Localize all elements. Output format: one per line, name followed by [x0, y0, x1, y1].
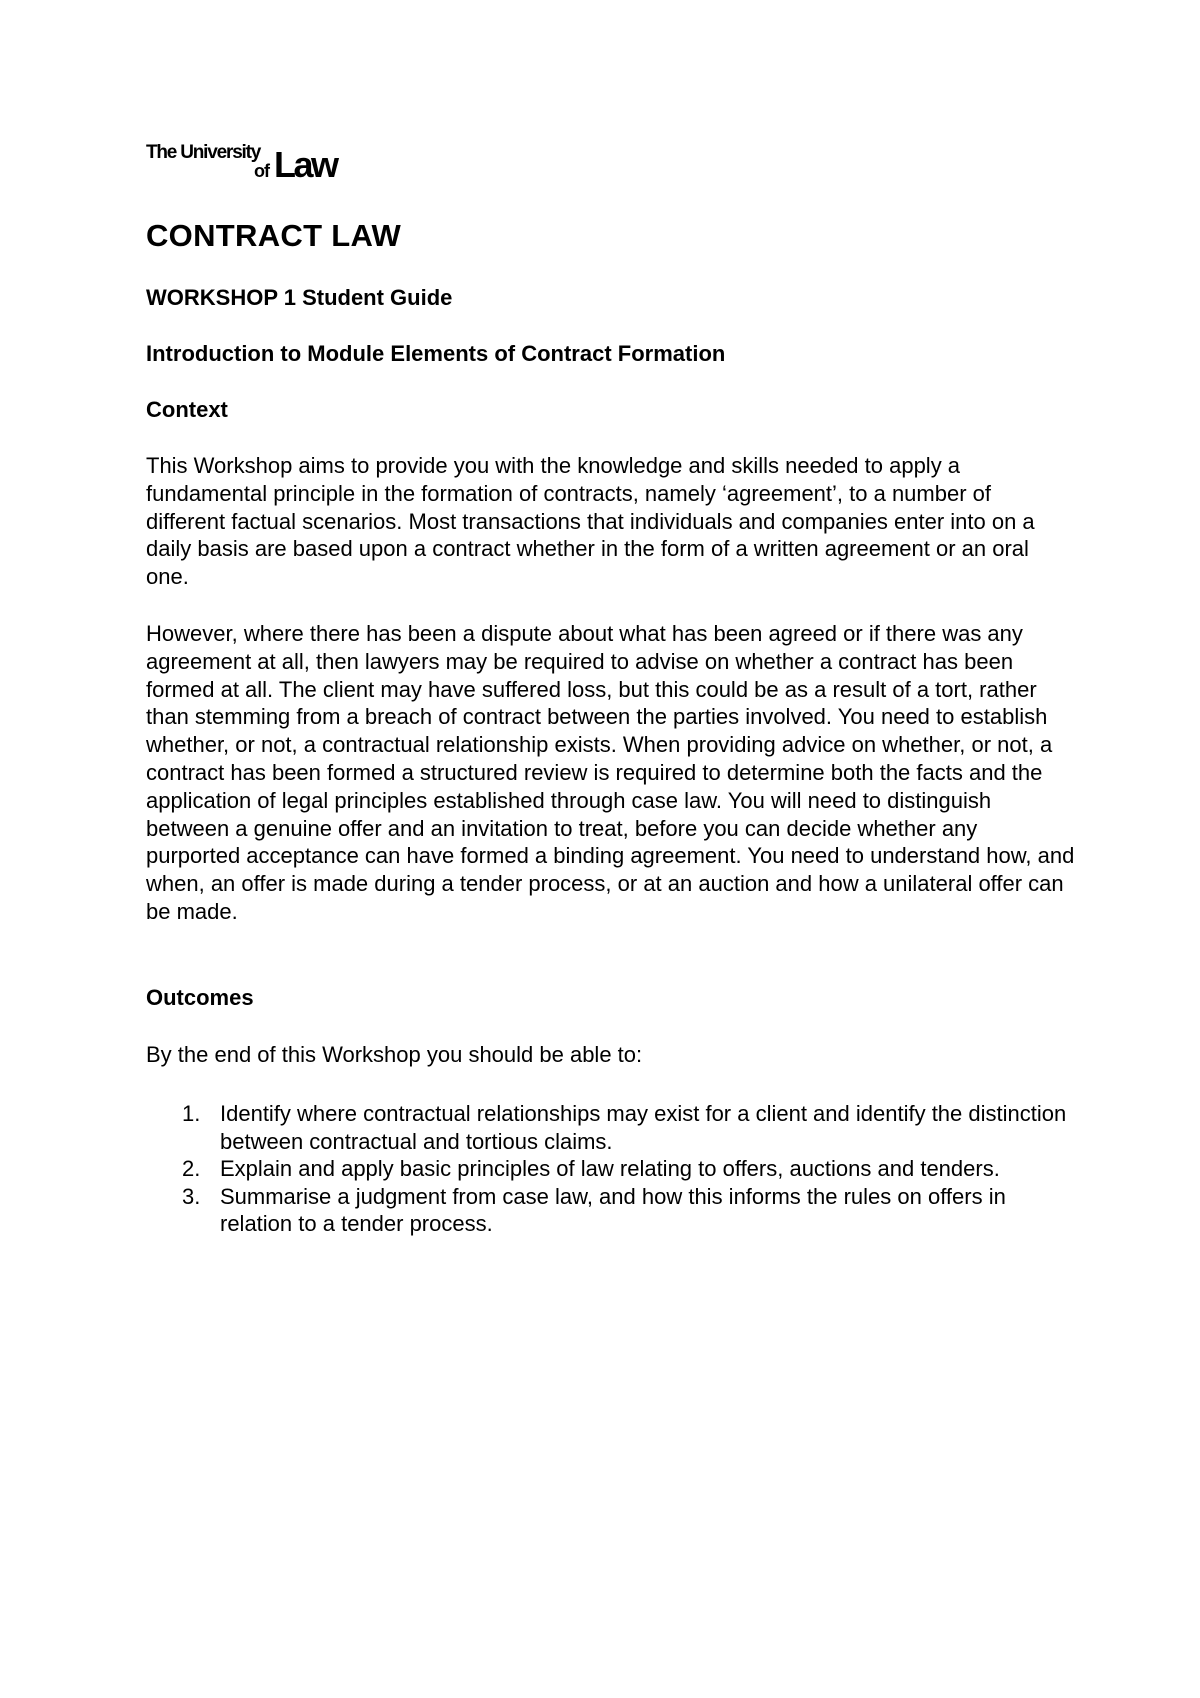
- logo-text-of: of: [254, 161, 269, 181]
- logo-text-law: Law: [274, 144, 337, 185]
- document-title: CONTRACT LAW: [146, 218, 402, 253]
- outcome-number: 3.: [182, 1183, 201, 1209]
- outcome-text: Explain and apply basic principles of law relating to offers, auctions and tenders.: [220, 1156, 1000, 1181]
- university-logo: [146, 143, 356, 183]
- context-paragraph-1: This Workshop aims to provide you with the knowledge and skills needed to apply a fundamental principle in the formation of contracts, namely ‘agreement’, to a number of different factual scenarios. Most transactions that individuals and companies enter into on a daily basis are based upon a contract whether in the form of a written agreement or an oral one.: [146, 453, 1035, 590]
- outcome-item-2: [146, 1155, 1076, 1183]
- module-heading: Introduction to Module Elements of Contract Formation: [146, 341, 726, 366]
- context-heading: Context: [146, 397, 228, 422]
- outcome-item-3: [146, 1183, 1076, 1238]
- logo-text-the-university: The University: [146, 142, 261, 163]
- workshop-heading: WORKSHOP 1 Student Guide: [146, 285, 453, 310]
- outcome-text: Summarise a judgment from case law, and how this informs the rules on offers in relation to a tender process.: [220, 1183, 1006, 1236]
- outcome-text: Identify where contractual relationships may exist for a client and identify the distinction between contractual and tortious claims.: [220, 1101, 1067, 1154]
- outcome-item-1: [146, 1100, 1076, 1155]
- outcomes-list: [146, 1100, 1076, 1238]
- outcome-number: 2.: [182, 1156, 201, 1181]
- context-paragraph-2: However, where there has been a dispute about what has been agreed or if there was any agreement at all, then lawyers may be required to advise on whether a contract has been formed at all. The client may have suffered loss, but this could be as a result of a tort, rather than stemming from a breach of contract between the parties involved. You need to establish whether, or not, a contractual relationship exists. When providing advice on whether, or not, a contract has been formed a structured review is required to determine both the facts and the application of legal principles established through case law. You will need to distinguish between a genuine offer and an invitation to treat, before you can decide whether any purported acceptance can have formed a binding agreement. You need to understand how, and when, an offer is made during a tender process, or at an auction and how a unilateral offer can be made.: [146, 621, 1075, 924]
- outcomes-intro: By the end of this Workshop you should be able to:: [146, 1042, 643, 1067]
- outcomes-heading: Outcomes: [146, 985, 254, 1010]
- outcome-number: 1.: [182, 1101, 201, 1126]
